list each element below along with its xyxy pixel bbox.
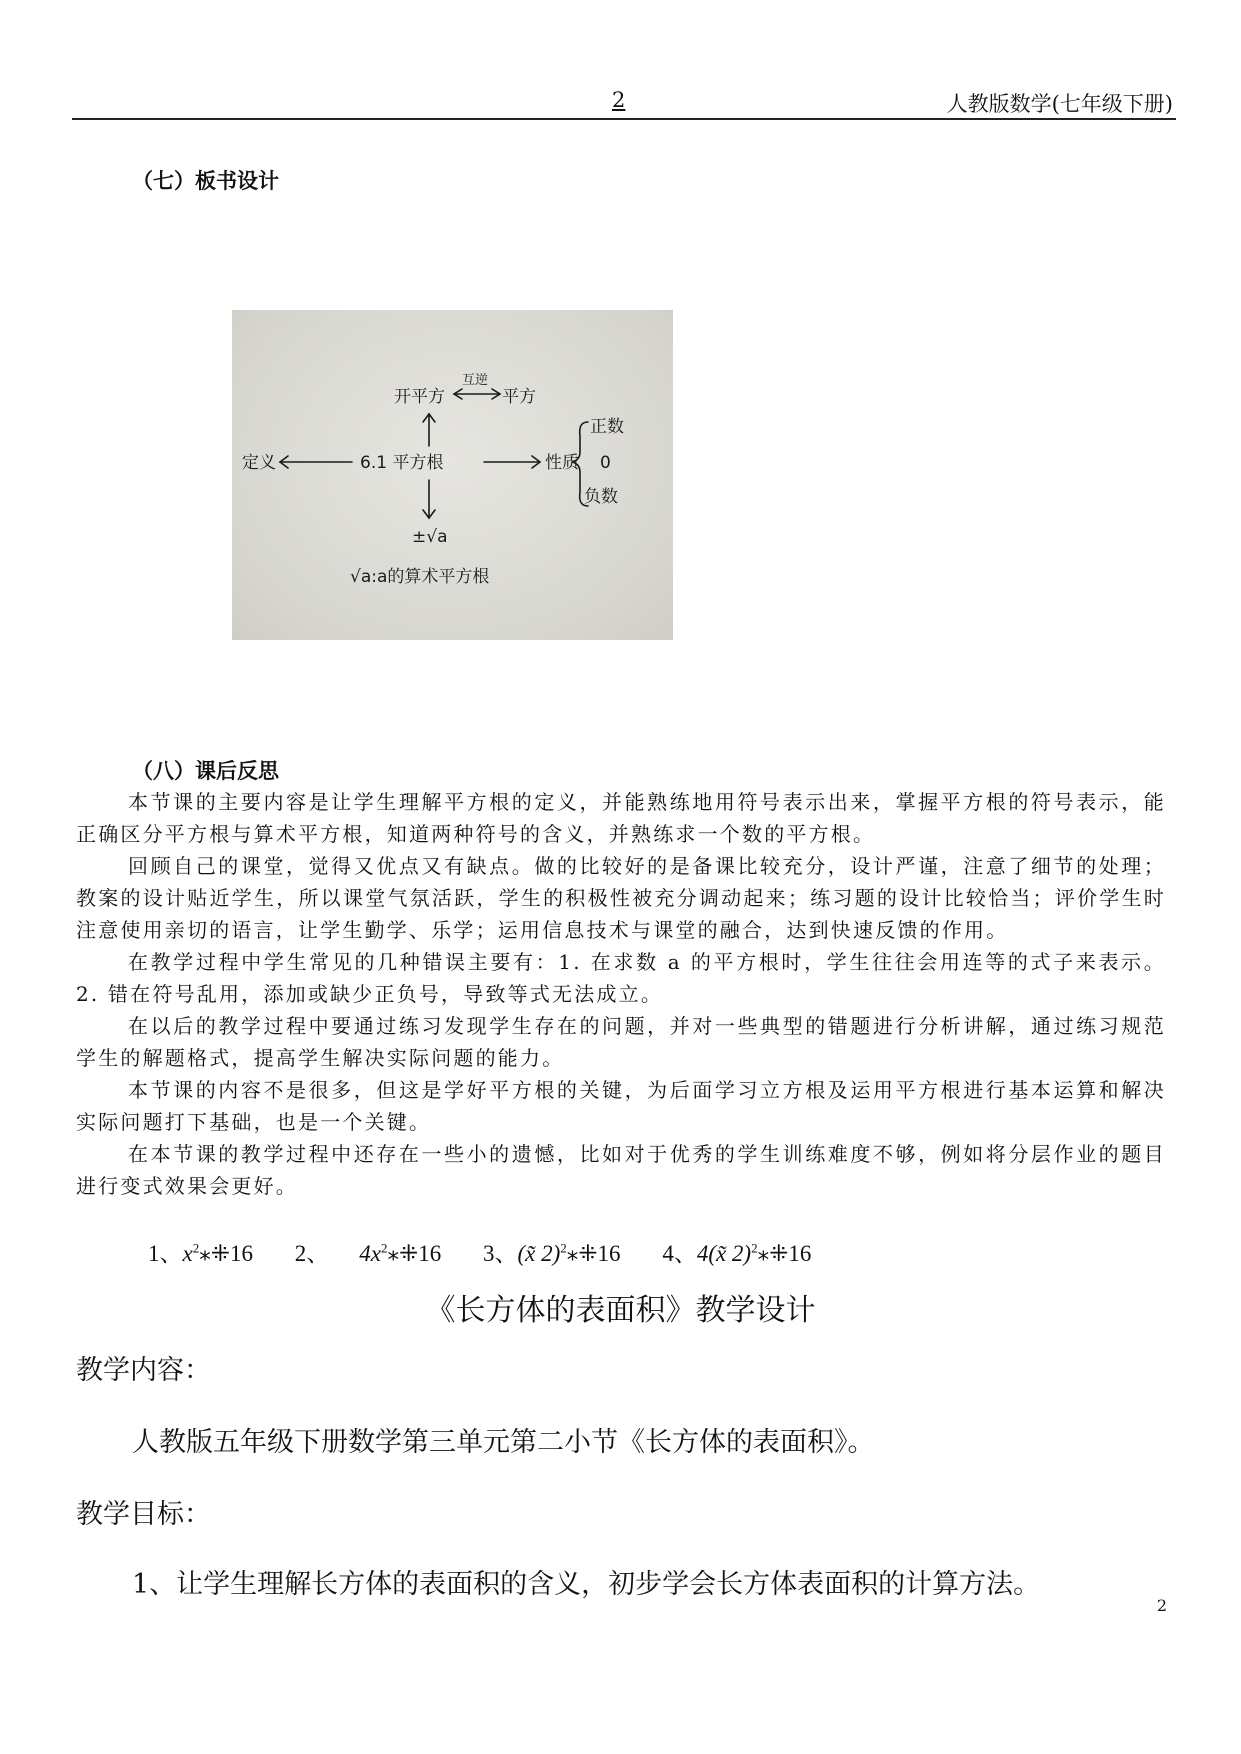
formula-2: 2、 $4x^2⁎⁜16$ (294, 1240, 442, 1266)
section-7-heading: （七）板书设计 (132, 169, 279, 193)
reflection-paragraph-6: 在本节课的教学过程中还存在一些小的遗憾，比如对于优秀的学生训练难度不够，例如将分层作业的题目进行变式效果会更好。 (76, 1142, 1166, 1198)
reflection-paragraph-5: 本节课的内容不是很多，但这是学好平方根的关键，为后面学习立方根及运用平方根进行基本运算和解决实际问题打下基础，也是一个关键。 (76, 1078, 1166, 1134)
board-prop-2: 0 (600, 453, 611, 473)
section-8-heading: （八）课后反思 (132, 759, 279, 783)
formula-row (148, 1235, 847, 1268)
content-label: 教学内容： (76, 1355, 211, 1386)
board-left: 定义 (242, 453, 276, 473)
board-center: 6.1 平方根 (360, 453, 444, 473)
board-diagram (232, 310, 673, 640)
reflection-body (76, 786, 1166, 1202)
board-top-left: 开平方 (394, 387, 445, 407)
board-prop-1: 正数 (590, 417, 624, 437)
formula-4: 4、4(x̃ 2)$^2$⁎⁜16 (662, 1240, 812, 1266)
board-right: 性质 (545, 453, 579, 473)
header-book-title: 人教版数学(七年级下册) (946, 92, 1173, 116)
goal-label: 教学目标： (76, 1499, 211, 1530)
reflection-paragraph-2: 回顾自己的课堂，觉得又优点又有缺点。做的比较好的是备课比较充分，设计严谨，注意了细节的处理；教案的设计贴近学生，所以课堂气氛活跃，学生的积极性被充分调动起来；练习题的设计比较恰当；评价学生时注意使用亲切的语言，让学生勤学、乐学；运用信息技术与课堂的融合，达到快速反馈的作用。 (76, 854, 1166, 942)
board-prop-3: 负数 (584, 487, 618, 507)
header-page-number: 2 (612, 88, 626, 112)
reflection-paragraph-1: 本节课的主要内容是让学生理解平方根的定义，并能熟练地用符号表示出来，掌握平方根的符号表示，能正确区分平方根与算术平方根，知道两种符号的含义，并熟练求一个数的平方根。 (76, 790, 1166, 846)
board-top-right: 平方 (502, 387, 536, 407)
board-design-photo (232, 310, 673, 640)
content-text: 人教版五年级下册数学第三单元第二小节《长方体的表面积》。 (132, 1427, 875, 1458)
goal-1: 1、让学生理解长方体的表面积的含义，初步学会长方体表面积的计算方法。 (132, 1569, 1041, 1600)
reflection-paragraph-4: 在以后的教学过程中要通过练习发现学生存在的问题，并对一些典型的错题进行分析讲解，通过练习规范学生的解题格式，提高学生解决实际问题的能力。 (76, 1014, 1166, 1070)
formula-1: 1、$x^2⁎⁜16$ (148, 1240, 253, 1266)
formula-3: 3、(x̃ 2)$^2$⁎⁜16 (483, 1240, 621, 1266)
board-top-relation: 互逆 (462, 373, 489, 388)
board-bottom-1: ±√a (412, 527, 448, 547)
reflection-paragraph-3: 在教学过程中学生常见的几种错误主要有：1. 在求数 a 的平方根时，学生往往会用连等的式子来表示。2. 错在符号乱用，添加或缺少正负号，导致等式无法成立。 (76, 950, 1166, 1006)
header-rule (72, 118, 1176, 120)
document-title: 《长方体的表面积》教学设计 (425, 1293, 816, 1328)
footer-page-number: 2 (1156, 1596, 1167, 1615)
board-bottom-2: √a:a的算术平方根 (350, 567, 490, 587)
